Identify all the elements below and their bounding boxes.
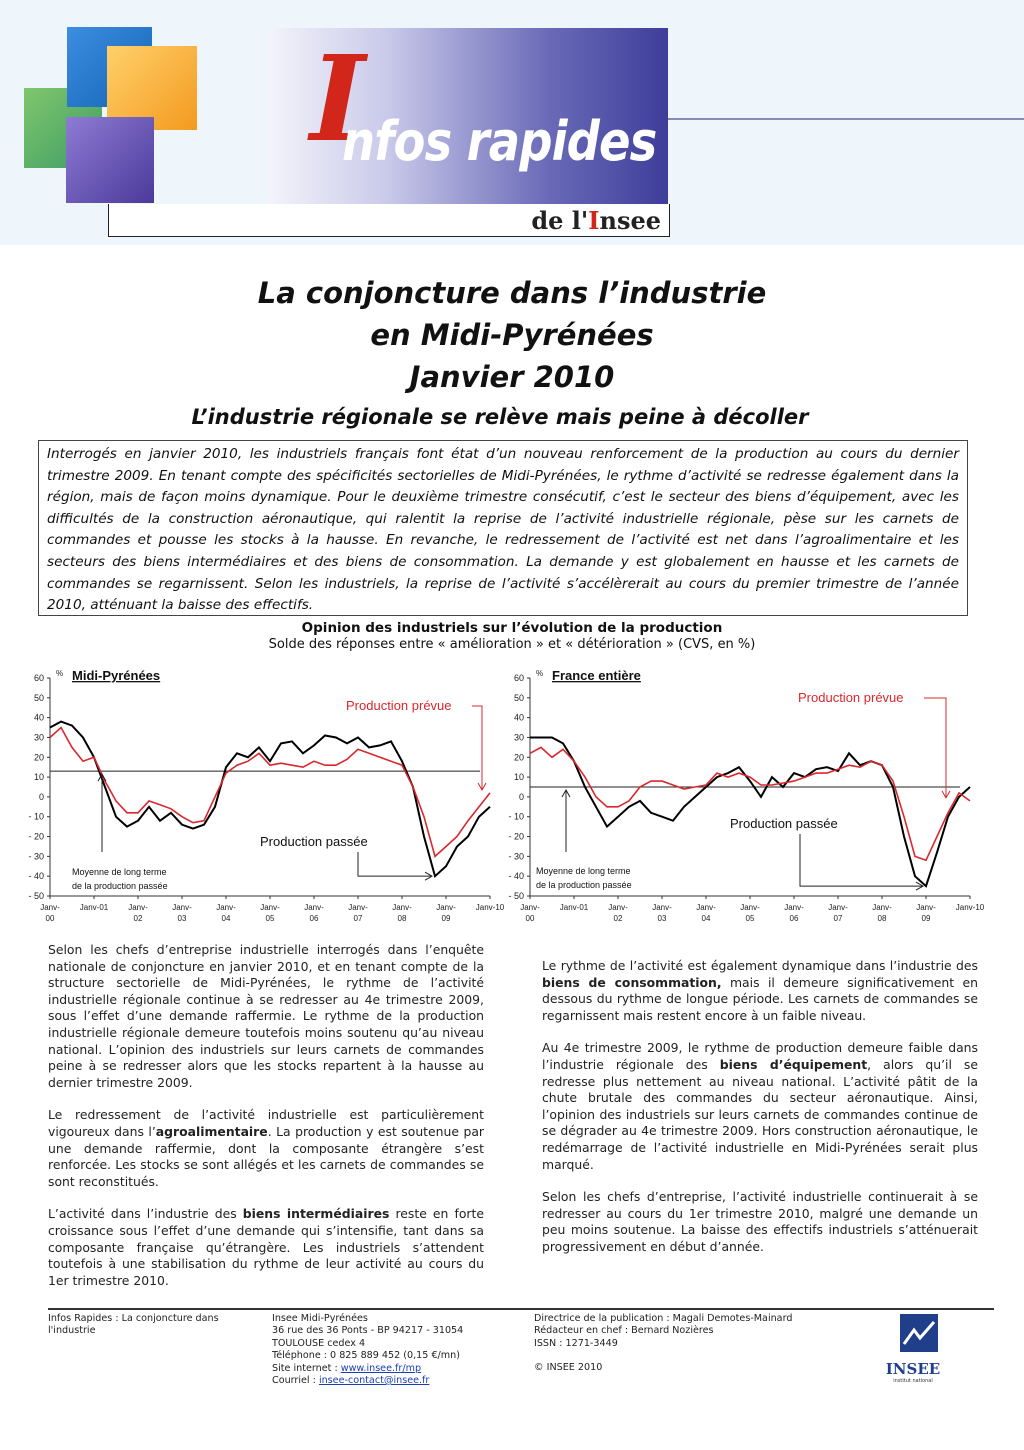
y-tick-label: 30 xyxy=(513,732,524,743)
footer-col2-l2: 36 rue des 36 Ponts - BP 94217 - 31054 xyxy=(272,1325,464,1337)
series-line-production-passee xyxy=(50,722,490,877)
x-tick-label: Janv- xyxy=(828,903,848,912)
insee-logo-text: INSEE xyxy=(885,1360,941,1378)
x-tick-label: Janv- xyxy=(784,903,804,912)
x-tick-label: Janv- xyxy=(520,903,540,912)
logo-square-purple xyxy=(66,117,154,203)
brand-de: de l' xyxy=(531,206,589,235)
footer-col3 xyxy=(534,1313,792,1375)
x-tick-label: Janv- xyxy=(40,903,60,912)
y-tick-label: - 50 xyxy=(508,891,524,901)
body-right-p1-c: mais il demeure significativement en dessous du rythme de longue période. Les carnets de commandes se regarnissent mais restent encore à un faible niveau. xyxy=(542,974,978,1023)
body-right-p2-b: biens d’équipement xyxy=(719,1056,868,1072)
x-tick-label: Janv- xyxy=(608,903,628,912)
footer-site-label: Site internet : xyxy=(272,1362,341,1374)
y-tick-label: - 10 xyxy=(508,811,524,822)
body-right-p2-a: Au 4e trimestre 2009, le rythme de production demeure faible dans l’industrie régionale des xyxy=(542,1040,978,1072)
insee-logo-sub: institut national xyxy=(893,1378,933,1384)
body-left-p2-c: . La production y est soutenue par une demande raffermie, dont la composante étrangère s’est renforcée. Les stocks se sont allégés et les carnets de commandes se sont reconstitués. xyxy=(48,1123,485,1189)
x-tick-label: 04 xyxy=(221,914,231,923)
brand-rest: nfos rapides xyxy=(342,110,657,173)
x-tick-label: 06 xyxy=(309,914,319,923)
x-tick-label: Janv- xyxy=(172,903,192,912)
footer-col3-l4: © INSEE 2010 xyxy=(534,1362,603,1374)
footer-site-link[interactable]: www.insee.fr/mp xyxy=(340,1362,422,1374)
y-tick-label: 60 xyxy=(33,673,44,683)
body-right-p1-b: biens de consommation, xyxy=(542,974,722,990)
y-tick-label: - 30 xyxy=(508,851,524,862)
chart-annotation: de la production passée xyxy=(536,880,632,890)
chart-annotation: de la production passée xyxy=(72,881,168,891)
x-tick-label: Janv- xyxy=(348,903,368,912)
chart-annotation: Moyenne de long terme xyxy=(536,866,631,876)
x-tick-label: Janv- xyxy=(128,903,148,912)
x-tick-label: Janv-10 xyxy=(475,903,505,912)
footer-col2-l1: Insee Midi-Pyrénées xyxy=(272,1313,368,1324)
y-unit-label: % xyxy=(56,669,64,678)
chart-annotation: Production prévue xyxy=(346,698,452,713)
x-tick-label: Janv- xyxy=(652,903,672,912)
footer-col1-l1: Infos Rapides : La conjoncture dans xyxy=(48,1313,219,1324)
charts-title: Opinion des industriels sur l’évolution de la production xyxy=(301,620,723,636)
annotation-arrow-black xyxy=(358,852,431,876)
brand-sub xyxy=(531,206,661,235)
body-right-p1 xyxy=(542,958,978,1024)
brand-title xyxy=(310,29,657,173)
x-tick-label: Janv- xyxy=(392,903,412,912)
footer-col1-l2: l'industrie xyxy=(48,1325,96,1337)
y-tick-label: - 10 xyxy=(28,811,44,822)
x-tick-label: Janv- xyxy=(916,903,936,912)
x-tick-label: 08 xyxy=(397,914,407,923)
body-right-p3: Selon les chefs d’entreprise, l’activité industrielle continuerait à se redresser au cours du 1er trimestre 2010, malgré une demande un peu moins soutenue. La baisse des effectifs industriels s’atténuerait progressivement en début d’année. xyxy=(542,1189,978,1254)
page-title-line2: en Midi-Pyrénées xyxy=(370,318,654,352)
x-tick-label: 08 xyxy=(877,914,887,923)
y-tick-label: - 50 xyxy=(28,891,44,901)
x-tick-label: Janv- xyxy=(436,903,456,912)
charts-subtitle: Solde des réponses entre « amélioration » et « détérioration » (CVS, en %) xyxy=(268,637,756,652)
body-left-p3-b: biens intermédiaires xyxy=(242,1206,390,1222)
body-right-p1-a: Le rythme de l’activité est également dynamique dans l’industrie des xyxy=(542,958,978,973)
x-tick-label: 03 xyxy=(657,914,667,923)
y-tick-label: 0 xyxy=(38,791,44,802)
chart-title: Midi-Pyrénées xyxy=(72,668,161,683)
page-subtitle: L’industrie régionale se relève mais peine à décoller xyxy=(191,405,809,429)
x-tick-label: 04 xyxy=(701,914,711,923)
series-line-production-prevue xyxy=(530,747,970,860)
x-tick-label: Janv- xyxy=(304,903,324,912)
page-title-line3: Janvier 2010 xyxy=(409,360,615,394)
x-tick-label: Janv- xyxy=(260,903,280,912)
body-left-p3-c: reste en forte croissance sous l’effet d’une demande qui s’intensifie, tant dans sa composante française qu’étrangère. Les industriels s’attendent toutefois à une stabilisation du rythme de leur activité au cours du 1er trimestre 2010. xyxy=(48,1206,484,1288)
x-tick-label: 02 xyxy=(613,914,623,923)
x-tick-label: 02 xyxy=(133,914,143,923)
brand-insee-i: I xyxy=(588,206,600,235)
annotation-arrow-red xyxy=(924,698,946,797)
footer-col3-l2: Rédacteur en chef : Bernard Nozières xyxy=(534,1325,714,1337)
x-tick-label: 05 xyxy=(265,914,275,923)
x-tick-label: Janv- xyxy=(740,903,760,912)
x-tick-label: Janv- xyxy=(696,903,716,912)
chart-france-entiere xyxy=(500,660,985,940)
chart-midi-pyrenees xyxy=(20,660,505,940)
x-tick-label: Janv- xyxy=(216,903,236,912)
footer-mail xyxy=(272,1375,463,1387)
brand-sub-box xyxy=(108,204,670,237)
footer-col1 xyxy=(48,1313,219,1338)
insee-logo xyxy=(878,1312,948,1384)
body-left-p2 xyxy=(48,1107,484,1190)
insee-logo-square xyxy=(900,1314,938,1352)
chart-annotation: Production passée xyxy=(260,834,368,849)
chart-annotation: Moyenne de long terme xyxy=(72,867,167,877)
footer-rule xyxy=(48,1308,994,1310)
brand-insee-rest: nsee xyxy=(599,206,661,235)
body-right-p2-c: , alors qu’il se redresse plus nettement au niveau national. L’activité pâtit de la chute brutale des commandes du secteur aéronautique. Ainsi, l’opinion des industriels sur leurs carnets de commandes continue de se dégrader au 4e trimestre 2009. Hors construction aéronautique, le redémarrage de l’activité industrielle en Midi-Pyrénées serait plus marqué. xyxy=(542,1056,979,1172)
y-tick-label: - 20 xyxy=(28,831,44,842)
footer-site xyxy=(272,1363,463,1375)
y-tick-label: 30 xyxy=(33,732,44,743)
footer-spacer xyxy=(534,1350,792,1362)
x-tick-label: Janv-01 xyxy=(79,903,109,912)
x-tick-label: 06 xyxy=(789,914,799,923)
x-tick-label: Janv- xyxy=(872,903,892,912)
y-tick-label: 10 xyxy=(33,772,44,783)
body-right-column xyxy=(542,958,978,1272)
body-left-p3-a: L’activité dans l’industrie des xyxy=(48,1206,243,1222)
x-tick-label: 00 xyxy=(525,914,535,923)
x-tick-label: 05 xyxy=(745,914,755,923)
y-tick-label: - 20 xyxy=(508,831,524,842)
y-tick-label: 40 xyxy=(33,712,44,723)
footer-col2-l4: Téléphone : 0 825 889 452 (0,15 €/mn) xyxy=(272,1350,460,1362)
x-tick-label: 07 xyxy=(353,914,363,923)
body-left-p1: Selon les chefs d’entreprise industrielle interrogés dans l’enquête nationale de conjoncture en janvier 2010, et en tenant compte de la structure sectorielle de Midi-Pyrénées, le rythme de l’activité industrielle régionale continue à se redresser au 4e trimestre 2009, sous l’effet d’une demande raffermie. Le rythme de la production industrielle régionale demeure toutefois moins soutenu qu’au niveau national. L’opinion des industriels sur leurs carnets de commandes peine à se redresser alors que les stocks repartent à la hausse au dernier trimestre 2009. xyxy=(48,942,484,1090)
annotation-arrow-red xyxy=(472,706,482,789)
chart-annotation: Production passée xyxy=(730,816,838,831)
page-title-line1: La conjoncture dans l’industrie xyxy=(257,276,767,310)
series-line-production-passee xyxy=(530,738,970,887)
body-left-p3 xyxy=(48,1206,484,1289)
x-tick-label: Janv-10 xyxy=(955,903,985,912)
y-tick-label: 10 xyxy=(513,772,524,783)
y-tick-label: 20 xyxy=(513,752,524,763)
x-tick-label: 03 xyxy=(177,914,187,923)
x-tick-label: 07 xyxy=(833,914,843,923)
footer-col2 xyxy=(272,1313,463,1387)
x-tick-label: Janv-01 xyxy=(559,903,589,912)
x-tick-label: 00 xyxy=(45,914,55,923)
intro-box: Interrogés en janvier 2010, les industriels français font état d’un nouveau renforcement de la production au cours du dernier trimestre 2009. En tenant compte des spécificités sectorielles de Midi-Pyrénées, le rythme d’activité se redresse également dans la région, mais de façon moins dynamique. Pour le deuxième trimestre consécutif, c’est le secteur des biens d’équipement, avec les difficultés de la construction aéronautique, qui ralentit la reprise de l’activité industrielle régionale, pèse sur les carnets de commandes et pousse les stocks à la hausse. En revanche, le redressement de l’activité est net dans l’agroalimentaire et les secteurs des biens intermédiaires et des biens de consommation. La demande y est globalement en hausse et les carnets de commandes se regarnissent. Selon les industriels, la reprise de l’activité s’accélèrerait au cours du premier trimestre de l’année 2010, atténuant la baisse des effectifs. xyxy=(38,440,968,616)
y-unit-label: % xyxy=(536,669,544,678)
annotation-arrow-black xyxy=(800,834,922,886)
footer-col2-l3: TOULOUSE cedex 4 xyxy=(272,1337,366,1349)
brand-initial: I xyxy=(310,29,366,168)
y-tick-label: 60 xyxy=(513,673,524,683)
y-tick-label: - 30 xyxy=(28,851,44,862)
y-tick-label: 40 xyxy=(513,712,524,723)
y-tick-label: 50 xyxy=(513,692,524,703)
body-left-column xyxy=(48,942,484,1305)
header-rule xyxy=(668,118,1024,120)
footer-mail-link[interactable]: insee-contact@insee.fr xyxy=(318,1375,430,1387)
y-tick-label: 50 xyxy=(33,692,44,703)
y-tick-label: 20 xyxy=(33,752,44,763)
body-left-p2-a: Le redressement de l’activité industrielle est particulièrement vigoureux dans l’ xyxy=(48,1107,484,1139)
body-left-p2-b: agroalimentaire xyxy=(155,1123,268,1139)
footer-mail-label: Courriel : xyxy=(272,1375,319,1387)
body-right-p2 xyxy=(542,1040,978,1173)
chart-title: France entière xyxy=(552,668,641,683)
y-tick-label: - 40 xyxy=(508,871,524,882)
chart-annotation: Production prévue xyxy=(798,690,904,705)
footer-col3-l3: ISSN : 1271-3449 xyxy=(534,1337,618,1349)
y-tick-label: - 40 xyxy=(28,871,44,882)
y-tick-label: 0 xyxy=(518,791,524,802)
insee-logo-mark xyxy=(878,1312,948,1356)
footer-col3-l1: Directrice de la publication : Magali Demotes-Mainard xyxy=(534,1313,793,1324)
x-tick-label: 09 xyxy=(921,914,931,923)
x-tick-label: 09 xyxy=(441,914,451,923)
